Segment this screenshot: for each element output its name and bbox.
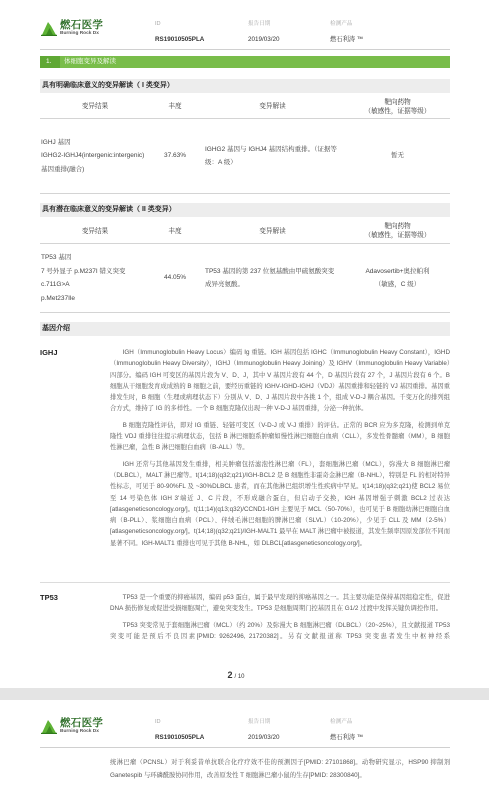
id-label: ID <box>155 21 161 27</box>
product-value: 燃石利涛 ™ <box>330 734 364 741</box>
gene-name-tp53: TP53 <box>40 593 58 602</box>
report-header <box>0 14 489 50</box>
table-header-row <box>40 95 450 119</box>
logo-english-name: Burning Rock Dx <box>60 31 99 36</box>
col-drug-header-note: （敏感性，证据等级） <box>364 107 431 115</box>
drug-line: 暂无 <box>391 152 404 160</box>
drug-cell <box>345 149 450 163</box>
table-row <box>40 119 450 194</box>
gene-paragraph: IGH（Immunoglobulin Heavy Locus）编码 Ig 重链。IGH 基因包括 IGHC（Immunoglobulin Heavy Constant），IGHD（Immunoglobulin Heavy Diversity），IGHJ（Immunoglobulin Heavy Joining）及 IGHV（Immunoglobulin Heavy Variable）四部分。编码 IGH 可变区的基因片段为 V、D、J，其中 V 基因片段有 44 个，D 基因片段有 27 个，J 基因片段有 6 个。B 细胞从干细胞发育成成熟的 B 细胞之前，要经历重链的 IGHV-IGHD-IGHJ（VDJ）基因重排和轻链的 VJ 基因重排。基因重排发生时，B 细胞（生理或病理状态下）分别从 V、D、J 基因片段中各挑 1 个，组成 V-D-J 耦合基因。千变万化的排列组合方式，维持了 IG 的多样性。一个 B 细胞克隆仅出现一种 V-D-J 基因重排，分泌一种抗体。 <box>110 349 450 413</box>
col-drug-header-note: （敏感性，证据等级） <box>364 232 431 239</box>
rock-logo-icon <box>40 717 58 735</box>
header-date-column <box>248 718 280 742</box>
header-product-column <box>330 20 363 44</box>
col-interpretation-header: 变异解读 <box>259 227 286 235</box>
col-abundance-header: 丰度 <box>168 103 182 110</box>
col-drug-header <box>345 98 450 116</box>
header-id-column <box>155 20 204 44</box>
gene-divider <box>40 582 450 583</box>
variant-cell <box>40 251 150 305</box>
header-id-column <box>155 718 204 742</box>
section-title: 体细胞变异及解读 <box>64 58 116 65</box>
gene-description-tp53 <box>110 592 450 647</box>
gene-intro-title: 基因介绍 <box>40 322 450 336</box>
variant-protein: p.Met237Ile <box>41 294 75 302</box>
gene-description-ighj <box>110 347 450 554</box>
report-page-3 <box>0 700 489 800</box>
drug-cell <box>345 265 450 292</box>
header-product-column <box>330 718 363 742</box>
page-current: 2 <box>227 670 233 680</box>
class2-title: 具有潜在临床意义的变异解读（ II 类变异） <box>40 203 450 217</box>
report-date-value: 2019/03/20 <box>248 734 280 741</box>
gene-name-ighj: IGHJ <box>40 348 58 357</box>
col-variant-header: 变异结果 <box>81 103 109 110</box>
report-date-value: 2019/03/20 <box>248 36 280 43</box>
rock-logo-icon <box>40 19 58 37</box>
gene-paragraph: TP53 是一个重要的抑癌基因，编码 p53 蛋白，属于最早发现的抑癌基因之一。其主要功能是保持基因组稳定性，促进 DNA 损伤修复或促进受损细胞凋亡，避免突变发生。TP53 是细胞周期门控基因且在 G1/2 过渡中发挥关键负调控作用。 <box>110 594 450 613</box>
col-drug-header <box>345 222 450 240</box>
variant-gene: IGHJ 基因 <box>41 138 71 146</box>
table-header-row <box>40 219 450 244</box>
report-header <box>0 712 489 748</box>
gene-paragraph: B 细胞克隆性评估，即对 IG 重链、轻链可变区（V-D-J 或 V-J 重排）的评估。正常的 BCR 应为多克隆，检测到单克隆性 VDJ 重排往往提示病理状态，包括 B 淋巴细胞系肿瘤如慢性淋巴细胞白血病（CLL），多发性骨髓瘤（MM），B 细胞性淋巴瘤，急性 B 淋巴细胞白血病（B-ALL）等。 <box>110 421 450 452</box>
id-value: RS19010505PLA <box>155 36 205 43</box>
gene-paragraph: TP53 突变常见于套细胞淋巴瘤（MCL）（约 20%）及弥漫大 B 细胞淋巴瘤（DLBCL）（20~25%），且文献报道 TP53 突变可能是预后不良因素[PMID: 9262496, 21720382]。另有文献报道称 TP53 突变患者发生中枢神经系 <box>110 621 450 640</box>
logo-chinese-name: 燃石医学 <box>60 717 104 729</box>
class1-title: 具有明确临床意义的变异解读（ I 类变异） <box>40 79 450 93</box>
drug-evidence: （敏感，C 级） <box>374 281 421 288</box>
variant-exon: 7 号外显子 p.M237I 错义突变 <box>41 267 126 275</box>
interpretation-cell: IGHG2 基因与 IGHJ4 基因结构重排。（证据等级：A 级） <box>205 145 337 166</box>
variant-type: 基因重排(融合) <box>41 165 85 173</box>
abundance-cell: 37.63% <box>163 152 187 160</box>
id-label: ID <box>155 719 161 725</box>
variant-cdna: c.711G>A <box>41 281 70 288</box>
page-number <box>186 665 286 683</box>
report-date-label: 报告日期 <box>248 21 271 27</box>
col-variant-header: 变异结果 <box>81 227 109 235</box>
col-drug-header-title: 靶向药物 <box>384 98 411 106</box>
page-total: / 10 <box>234 674 245 680</box>
section-number: 1. <box>40 56 60 68</box>
header-divider <box>40 747 450 748</box>
header-divider <box>40 49 450 50</box>
product-label: 检测产品 <box>330 21 353 27</box>
variant-gene: TP53 基因 <box>41 254 72 261</box>
drug-name: Adavosertib+奥拉帕利 <box>365 267 430 275</box>
gene-description-tp53-continued <box>110 757 450 787</box>
interpretation-cell: TP53 基因的第 237 位氨基酸由甲硫氨酸突变成异亮氨酸。 <box>205 267 335 288</box>
id-value: RS19010505PLA <box>155 734 205 741</box>
class1-table <box>40 95 450 194</box>
section-bar <box>40 56 450 68</box>
variant-cell <box>40 136 150 177</box>
header-date-column <box>248 20 280 44</box>
class2-table <box>40 219 450 313</box>
report-date-label: 报告日期 <box>248 719 271 725</box>
logo-chinese-name: 燃石医学 <box>60 19 104 31</box>
product-value: 燃石利涛 ™ <box>330 36 364 43</box>
logo-english-name: Burning Rock Dx <box>60 729 99 734</box>
col-interpretation-header: 变异解读 <box>259 103 286 110</box>
product-label: 检测产品 <box>330 719 353 725</box>
abundance-cell: 44.05% <box>163 274 187 282</box>
variant-detail: IGHG2-IGHJ4(intergenic:intergenic) <box>41 152 145 160</box>
gene-paragraph-continuation: 统淋巴瘤（PCNSL）对于利妥昔单抗联合化疗疗效不佳的预测因子[PMID: 27101868]。动物研究显示，HSP90 抑制剂 Ganetespib 与环磷酰胺协同作用，改善原发性 T 细胞淋巴瘤小鼠的生存[PMID: 28300840]。 <box>110 759 450 779</box>
col-drug-header-title: 靶向药物 <box>384 223 411 230</box>
col-abundance-header: 丰度 <box>168 227 182 235</box>
gene-paragraph: IGH 还常与其他基因发生重排，相关肿瘤包括滤泡性淋巴瘤（FL），套细胞淋巴瘤（MCL），弥漫大 B 细胞淋巴瘤（DLBCL），MALT 淋巴瘤等。t(14;18)(q32;q21)/IGH-BCL2 是 B 细胞性非霍奇金淋巴瘤（B-NHL），特别是 FL 的相对特异性标志，可见于 80-90%FL 及 ~30%DLBCL 患者，而在其他淋巴组织增生性疾病中罕见。t(14;18)(q32;q21)使 BCL2 易位至 14 号染色体 IGH 3'端近 J、C 片段，不形成融合蛋白，但启动子交换，IGH 基因增强子刺激 BCL2 过表达[atlasgeneticsoncology.org/]。t(11;14)(q13;q32)/CCND1-IGH 主要见于 MCL（50-70%），也可见于 B 细胞幼淋巴细胞白血病（B-PLL）、浆细胞白血病（PCL）、伴绒毛淋巴细胞的脾淋巴瘤（SLVL）（10-20%），少见于 CLL 及 MM（2-5%）[atlasgeneticsoncology.org/]。t(14;18)(q32;q21)/IGH-MALT1 最早在 MALT 淋巴瘤中被报道，其发生频率因原发部位不同而显著不同。IGH-MALT1 重排也可见于其他 B-NHL，如 DLBCL[atlasgeneticsoncology.org/]。 <box>110 460 451 547</box>
table-row <box>40 244 450 313</box>
